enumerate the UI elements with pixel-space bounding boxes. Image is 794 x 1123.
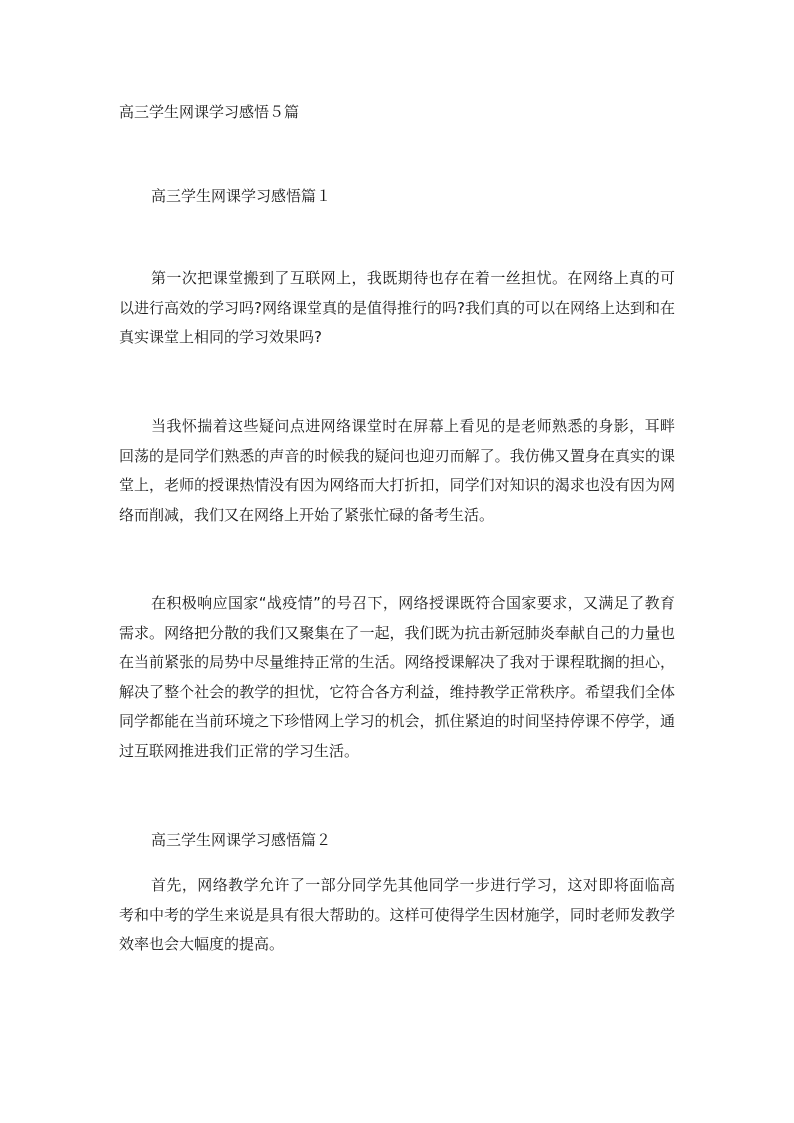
paragraph: 当我怀揣着这些疑问点进网络课堂时在屏幕上看见的是老师熟悉的身影，耳畔回荡的是同学们熟悉的声音的时候我的疑问也迎刃而解了。我仿佛又置身在真实的课堂上，老师的授课热情没有因为网络而大打折扣，同学们对知识的渴求也没有因为网络而削减，我们又在网络上开始了紧张忙碌的备考生活。	[119, 417, 675, 524]
document-title: 高三学生网课学习感悟５篇	[119, 103, 300, 121]
paragraph: 首先，网络教学允许了一部分同学先其他同学一步进行学习，这对即将面临高考和中考的学生来说是具有很大帮助的。这样可使得学生因材施学，同时老师发教学效率也会大幅度的提高。	[119, 876, 675, 953]
section-heading-1: 高三学生网课学习感悟篇１	[151, 187, 332, 205]
paragraph: 在积极响应国家“战疫情”的号召下，网络授课既符合国家要求，又满足了教育需求。网络把分散的我们又聚集在了一起，我们既为抗击新冠肺炎奉献自己的力量也在当前紧张的局势中尽量维持正常的生活。网络授课解决了我对于课程耽搁的担心，解决了整个社会的教学的担忧，它符合各方利益，维持教学正常秩序。希望我们全体同学都能在当前环境之下珍惜网上学习的机会，抓住紧迫的时间坚持停课不停学，通过互联网推进我们正常的学习生活。	[119, 594, 675, 760]
section-heading-2: 高三学生网课学习感悟篇２	[151, 831, 332, 849]
paragraph: 第一次把课堂搬到了互联网上，我既期待也存在着一丝担忧。在网络上真的可以进行高效的学习吗?网络课堂真的是值得推行的吗?我们真的可以在网络上达到和在真实课堂上相同的学习效果吗?	[119, 269, 675, 346]
